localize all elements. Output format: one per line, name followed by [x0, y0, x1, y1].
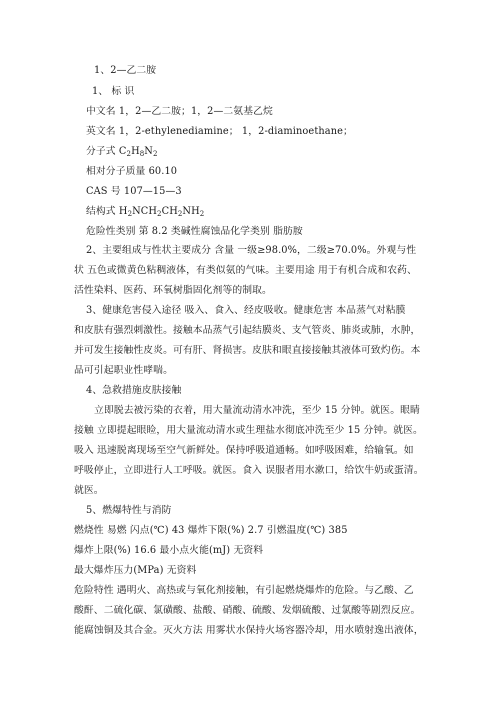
formula-n-sub: 2: [152, 150, 158, 158]
formula-label: 分子式: [86, 146, 119, 157]
chinese-name: 中文名 1，2—乙二胺；1，2—二氨基乙烷: [86, 106, 273, 117]
english-name: 英文名 1，2-ethylenediamine； 1，2-diaminoethane；: [86, 126, 353, 137]
section-5-line-1: 燃烧性 易燃 闪点(℃) 43 爆炸下限(%) 2.7 引燃温度(℃) 385: [74, 525, 348, 536]
molecular-formula: [86, 146, 158, 158]
formula-h: H: [131, 146, 140, 157]
section-5-line-5: 酸酐、二硫化碳、氯磺酸、盐酸、硝酸、硫酸、发烟硫酸、过氯酸等剧烈反应。: [74, 605, 421, 616]
structure-label: 结构式: [86, 206, 119, 217]
structure-sub-4: 2: [199, 210, 205, 218]
section-3-line-1: 3、健康危害侵入途径 吸入、食入、经皮吸收。健康危害 本品蒸气对粘膜: [86, 305, 406, 316]
structure-sub-2: 2: [157, 210, 162, 218]
cas-number: CAS 号 107—15—3: [86, 186, 182, 197]
section-4-line-4: 呼吸停止，立即进行人工呼吸。就医。食入 误服者用水漱口，给饮牛奶或蛋清。: [74, 465, 424, 476]
section-5-line-6: 能腐蚀铜及其合金。灭火方法 用雾状水保持火场容器冷却，用水喷射逸出液体，: [74, 625, 424, 636]
hazard-category: 危险性类别 第 8.2 类碱性腐蚀品化学类别 脂肪胺: [86, 226, 303, 237]
formula-c-sub: 2: [126, 150, 132, 158]
formula-h-sub: 8: [139, 150, 145, 158]
section-5-line-4: 危险特性 遇明火、高热或与氧化剂接触，有引起燃烧爆炸的危险。与乙酸、乙: [74, 585, 414, 596]
section-4-heading: 4、急救措施皮肤接触: [86, 385, 182, 396]
structure-part-4: NH: [182, 206, 200, 217]
section-1-heading: 1、 标 识: [92, 86, 135, 97]
section-4-line-2: 接触 立即提起眼睑，用大量流动清水或生理盐水彻底冲洗至少 15 分钟。就医。: [74, 425, 423, 436]
section-3-line-2: 和皮肤有强烈刺激性。接触本品蒸气引起结膜炎、支气管炎、肺炎或肺，水肿，: [74, 325, 421, 336]
section-2-line-2: 状 五色或微黄色粘稠液体，有类似氨的气味。主要用途 用于有机合成和农药、: [74, 265, 417, 276]
structure-sub-1: 2: [127, 210, 133, 218]
formula-n: N: [144, 146, 153, 157]
section-4-line-5: 就医。: [74, 485, 104, 496]
section-5-line-2: 爆炸上限(%) 16.6 最小点火能(mJ) 无资料: [74, 545, 264, 556]
section-5-heading: 5、燃爆特性与消防: [86, 505, 172, 516]
structure-part-1: H: [118, 206, 128, 217]
structure-part-3: CH: [161, 206, 178, 217]
section-2-line-3: 活性染料、医药、环氧树脂固化剂等的制取。: [74, 285, 272, 296]
section-4-line-3: 吸入 迅速脱离现场至空气新鲜处。保持呼吸道通畅。如呼吸困难，给输氧。如: [74, 445, 414, 456]
doc-title: 1、2—乙二胺: [94, 65, 157, 76]
structure-sub-3: 2: [177, 210, 183, 218]
structural-formula: [86, 206, 204, 218]
section-3-line-3: 并可发生接触性皮炎。可有肝、肾损害。皮肤和眼直接接触其液体可致灼伤。本: [74, 345, 421, 356]
section-5-line-3: 最大爆炸压力(MPa) 无资料: [74, 565, 197, 576]
section-4-line-1: 立即脱去被污染的衣着，用大量流动清水冲洗，至少 15 分钟。就医。眼睛: [94, 405, 420, 416]
molecular-weight: 相对分子质量 60.10: [86, 166, 178, 177]
formula-c: C: [118, 146, 127, 157]
section-2-line-1: 2、主要组成与性状主要成分 含量 一级≥98.0%，二级≥70.0%。外观与性: [86, 245, 417, 256]
structure-part-2: NCH: [132, 206, 158, 217]
section-3-line-4: 品可引起职业性哮喘。: [74, 365, 173, 376]
